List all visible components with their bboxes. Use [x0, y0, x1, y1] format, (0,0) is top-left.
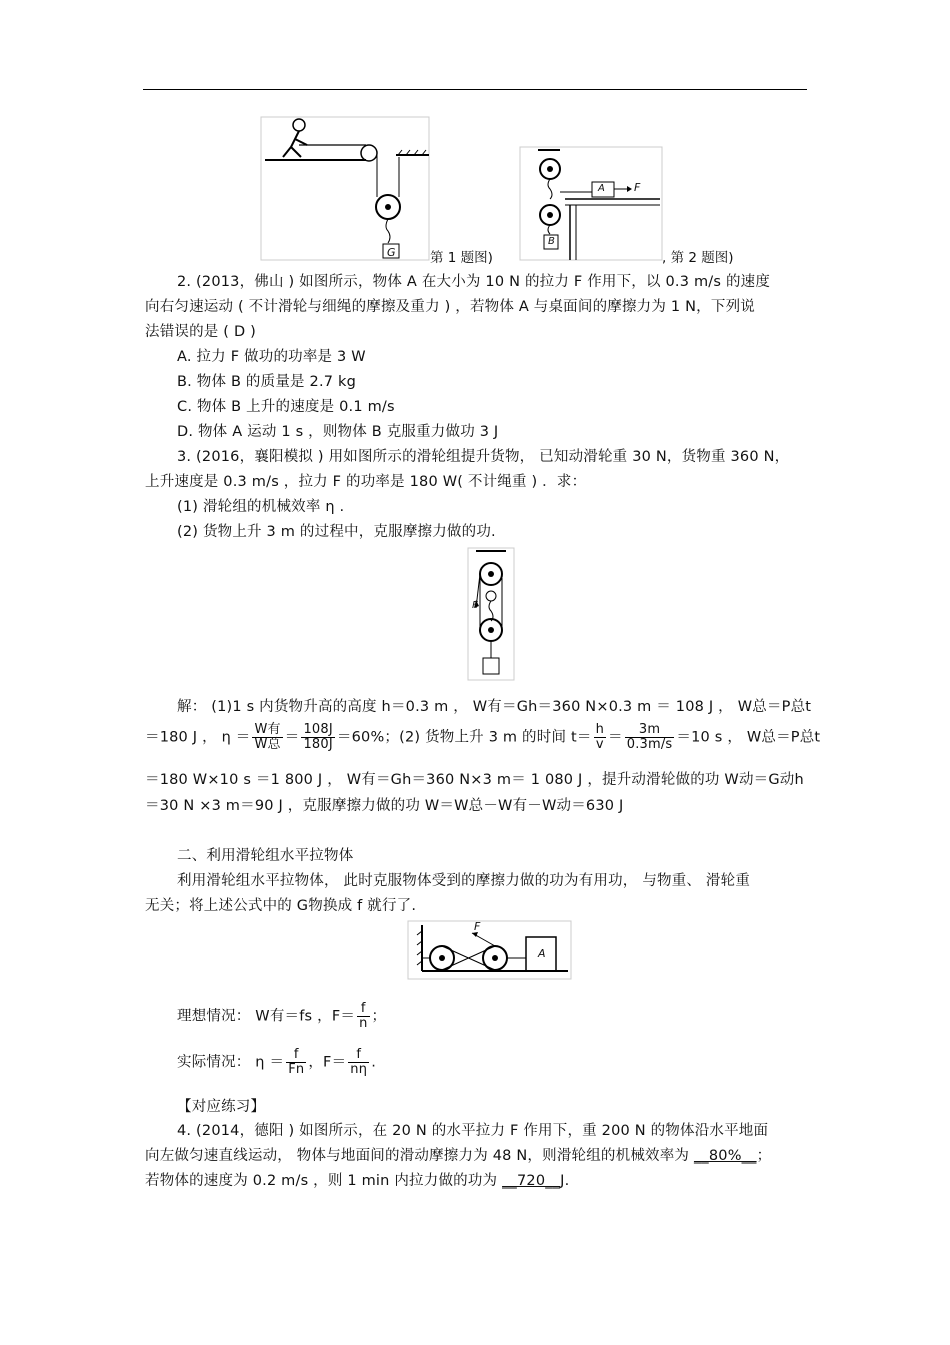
figure-4-label-a: A	[538, 947, 546, 960]
section-2-heading: 二、利用滑轮组水平拉物体	[177, 848, 354, 864]
solution-line-2c: ＝60%；(2) 货物上升 3 m 的时间 t＝	[336, 729, 592, 746]
figure-4-label-f: F	[474, 920, 481, 933]
solution-line-2a: ＝180 J ， η ＝	[145, 729, 251, 746]
q4-answer-work: __720__	[502, 1173, 561, 1189]
solution-line-2b: ＝	[284, 729, 300, 746]
section-2-paragraph-1: 利用滑轮组水平拉物体， 此时克服物体受到的摩擦力做的功为有用功， 与物重、 滑轮重	[177, 873, 751, 889]
q3-line-2: 上升速度是 0.3 m/s ，拉力 F 的功率是 180 W( 不计绳重 ) ．求：	[145, 474, 587, 490]
fraction-f-over-n-eta	[348, 1048, 369, 1077]
solution-line-1: 解： (1)1 s 内货物升高的高度 h＝0.3 m ， W有＝Gh＝360 N×0.3 m ＝ 108 J ， W总＝P总t	[177, 699, 812, 715]
q3-line-1: 3. (2016，襄阳模拟 ) 用如图所示的滑轮组提升货物， 已知动滑轮重 30 N，货物重 360 N，	[177, 449, 790, 465]
q4-line-2-tail: ；	[756, 1148, 772, 1164]
solution-line-3: ＝180 W×10 s ＝1 800 J ， W有＝Gh＝360 N×3 m＝ 1 080 J ，提升动滑轮做的功 W动＝G动h	[145, 772, 804, 788]
section-2-paragraph-2: 无关；将上述公式中的 G物换成 f 就行了.	[145, 898, 417, 914]
figure-1-diagram	[261, 117, 431, 262]
fraction-numerator: 3m	[625, 723, 675, 738]
q4-line-1: 4. (2014，德阳 ) 如图所示，在 20 N 的水平拉力 F 作用下，重 200 N 的物体沿水平地面	[177, 1123, 769, 1139]
fraction-numerator: 108J	[303, 722, 333, 737]
figure-2-label-a: A	[598, 183, 605, 194]
fraction-108-over-180	[301, 723, 334, 752]
actual-case	[177, 1048, 376, 1077]
q3-sub-1: (1) 滑轮组的机械效率 η .	[177, 499, 345, 515]
fraction-numerator: f	[348, 1048, 369, 1063]
figure-3-diagram	[468, 548, 516, 682]
fraction-f-over-fn	[286, 1048, 306, 1077]
ideal-case-tail: ；	[371, 1008, 387, 1025]
solution-line-2d: ＝	[608, 729, 623, 746]
actual-case-mid: ，F＝	[308, 1054, 347, 1071]
fraction-numerator: W有	[254, 722, 281, 737]
figure-4-diagram	[408, 921, 573, 981]
solution-line-2e: ＝10 s ， W总＝P总t	[676, 729, 821, 746]
ideal-case-label: 理想情况： W有＝fs ，F＝	[177, 1008, 356, 1025]
q2-line-1: 2. (2013，佛山 ) 如图所示，物体 A 在大小为 10 N 的拉力 F 作用下，以 0.3 m/s 的速度	[177, 274, 771, 290]
q4-answer-efficiency: __80%__	[693, 1148, 757, 1164]
fraction-w-useful-over-total	[252, 723, 282, 752]
q2-option-c: C. 物体 B 上升的速度是 0.1 m/s	[177, 399, 395, 415]
q4-line-3-text: 若物体的速度为 0.2 m/s ，则 1 min 内拉力做的功为	[145, 1173, 503, 1189]
figure-3-label-f: F	[472, 600, 478, 611]
fraction-numerator: f	[286, 1048, 306, 1063]
q4-line-2	[145, 1144, 771, 1165]
fraction-numerator: h	[595, 722, 605, 737]
fraction-f-over-n	[357, 1002, 369, 1031]
figure-2-label-b: B	[548, 236, 555, 247]
actual-case-label: 实际情况： η ＝	[177, 1054, 285, 1071]
q3-sub-2: (2) 货物上升 3 m 的过程中，克服摩擦力做的功.	[177, 524, 496, 540]
figure-1-label-g: G	[387, 246, 396, 259]
q2-line-3: 法错误的是 ( D )	[145, 324, 257, 340]
fraction-denominator: nη	[350, 1062, 368, 1077]
q4-line-3-tail: J.	[560, 1173, 570, 1189]
fraction-denominator: v	[595, 737, 604, 752]
fraction-3m-over-speed	[625, 723, 675, 752]
fraction-denominator: 180J	[303, 737, 333, 752]
practice-heading: 【对应练习】	[177, 1099, 266, 1115]
actual-case-tail: .	[371, 1054, 376, 1071]
q4-line-3	[145, 1169, 569, 1190]
q4-line-2-text: 向左做匀速直线运动， 物体与地面间的滑动摩擦力为 48 N，则滑轮组的机械效率为	[145, 1148, 694, 1164]
figure-2-diagram	[520, 147, 665, 262]
solution-line-4: ＝30 N ×3 m＝90 J ，克服摩擦力做的功 W＝W总－W有－W动＝630 J	[145, 798, 624, 814]
fraction-numerator: f	[357, 1002, 369, 1017]
fraction-denominator: 0.3m/s	[626, 737, 673, 752]
ideal-case	[177, 1002, 386, 1031]
figure-1-caption: 第 1 题图)	[430, 250, 493, 266]
q2-option-d: D. 物体 A 运动 1 s ，则物体 B 克服重力做功 3 J	[177, 424, 499, 440]
solution-line-2	[145, 723, 820, 752]
figure-2-label-f: F	[634, 181, 641, 194]
q2-line-2: 向右匀速运动 ( 不计滑轮与细绳的摩擦及重力 ) ，若物体 A 与桌面间的摩擦力为 1 N，下列说	[145, 299, 755, 315]
fraction-denominator: n	[359, 1016, 368, 1031]
fraction-denominator: Fn	[288, 1062, 305, 1077]
figure-2-caption: , 第 2 题图)	[662, 250, 734, 266]
q2-option-b: B. 物体 B 的质量是 2.7 kg	[177, 374, 357, 390]
fraction-h-over-v	[594, 723, 606, 752]
q2-option-a: A. 拉力 F 做功的功率是 3 W	[177, 349, 366, 365]
fraction-denominator: W总	[254, 737, 281, 752]
header-rule	[143, 89, 807, 90]
